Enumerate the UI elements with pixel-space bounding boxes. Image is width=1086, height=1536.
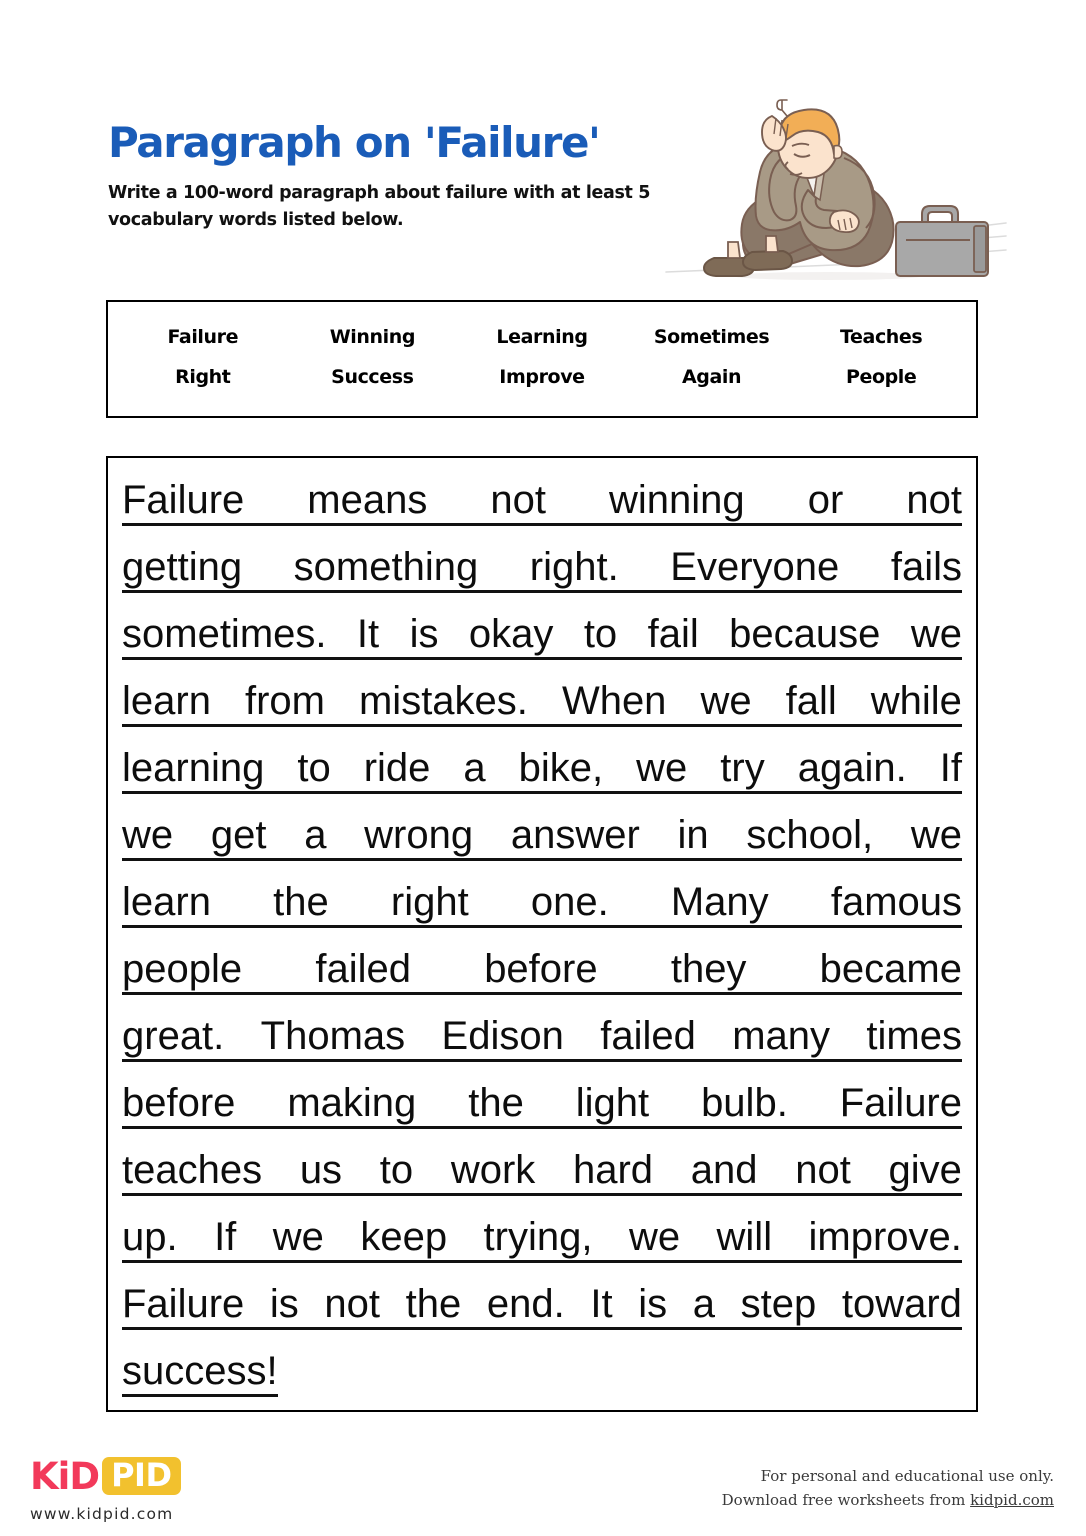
answer-word: keep xyxy=(360,1215,448,1259)
answer-word: Failure xyxy=(839,1081,962,1125)
footer-notice-prefix: Download free worksheets from xyxy=(721,1491,971,1510)
answer-line-inner xyxy=(122,614,962,660)
answer-word: It xyxy=(356,612,380,656)
answer-word: trying, xyxy=(483,1215,593,1259)
answer-word: we xyxy=(628,1215,681,1259)
footer-notice-line1: For personal and educational use only. xyxy=(760,1467,1054,1485)
answer-word: while xyxy=(870,679,962,723)
footer-notice-line2 xyxy=(722,1488,1054,1512)
answer-word: famous xyxy=(830,880,962,924)
answer-word: we xyxy=(122,813,174,857)
answer-line xyxy=(122,1150,962,1217)
answer-line xyxy=(122,815,962,882)
answer-word: we xyxy=(910,612,962,656)
answer-word: Everyone xyxy=(670,545,840,589)
answer-word: Thomas xyxy=(260,1014,406,1058)
answer-line-inner xyxy=(122,1284,962,1330)
answer-word: one. xyxy=(530,880,609,924)
answer-word: When xyxy=(561,679,667,723)
answer-line-inner xyxy=(122,1016,962,1062)
answer-word: learn xyxy=(122,880,211,924)
answer-line-inner xyxy=(122,882,962,928)
answer-word: not xyxy=(490,478,546,522)
logo-kid-text: KiD xyxy=(30,1454,100,1498)
footer-notice xyxy=(722,1464,1054,1513)
answer-word: we xyxy=(272,1215,324,1259)
answer-line xyxy=(122,1351,962,1412)
vocab-word: People xyxy=(845,366,917,388)
vocab-word: Teaches xyxy=(840,326,923,348)
answer-word: wrong xyxy=(364,813,474,857)
kidpid-link[interactable]: kidpid.com xyxy=(970,1491,1054,1510)
answer-word: making xyxy=(287,1081,417,1125)
answer-word: many xyxy=(732,1014,831,1058)
answer-word: school, xyxy=(746,813,874,857)
answer-word: is xyxy=(269,1282,299,1326)
answer-word: Many xyxy=(670,880,769,924)
vocabulary-row xyxy=(118,366,966,388)
answer-word: the xyxy=(273,880,329,924)
vocab-word: Right xyxy=(175,366,231,388)
vocab-word: Failure xyxy=(167,326,239,348)
answer-word: give xyxy=(888,1148,962,1192)
answer-word: in xyxy=(677,813,709,857)
vocab-word: Learning xyxy=(496,326,588,348)
answer-word: times xyxy=(866,1014,962,1058)
answer-word: a xyxy=(692,1282,715,1326)
answer-line xyxy=(122,1217,962,1284)
answer-word: is xyxy=(409,612,439,656)
answer-word: winning xyxy=(609,478,745,522)
briefcase-side xyxy=(974,226,986,272)
answer-word: the xyxy=(405,1282,462,1326)
answer-word: something xyxy=(293,545,479,589)
answer-word: not xyxy=(795,1148,851,1192)
answer-word: getting xyxy=(122,545,243,589)
vocabulary-row xyxy=(118,326,966,348)
answer-line-inner xyxy=(122,1217,962,1263)
logo-pid-text: PID xyxy=(102,1457,180,1495)
answer-word: answer xyxy=(510,813,640,857)
frustration-squiggle-icon xyxy=(777,100,787,116)
answer-word: to xyxy=(379,1148,414,1192)
answer-word: to xyxy=(297,746,331,790)
answer-word: a xyxy=(304,813,327,857)
page-title: Paragraph on 'Failure' xyxy=(108,118,600,167)
answer-word: they xyxy=(670,947,747,991)
answer-word: hard xyxy=(572,1148,654,1192)
answer-word: mistakes. xyxy=(358,679,528,723)
answer-word: to xyxy=(583,612,618,656)
answer-word: right. xyxy=(529,545,619,589)
answer-word: we xyxy=(636,746,688,790)
answer-word: great. xyxy=(122,1014,225,1058)
worksheet-header xyxy=(0,0,1086,300)
ankle-right xyxy=(766,236,778,252)
answer-word: and xyxy=(690,1148,758,1192)
answer-line-inner xyxy=(122,1150,962,1196)
answer-line xyxy=(122,681,962,748)
answer-word: get xyxy=(210,813,267,857)
answer-word: Failure xyxy=(122,478,245,522)
answer-word: before xyxy=(122,1081,236,1125)
answer-word: from xyxy=(244,679,325,723)
answer-word: before xyxy=(484,947,598,991)
answer-line-inner xyxy=(122,1083,962,1129)
answer-word: the xyxy=(468,1081,524,1125)
vocab-word: Success xyxy=(331,366,414,388)
answer-word: we xyxy=(910,813,962,857)
answer-word: again. xyxy=(797,746,907,790)
logo-url-text: www.kidpid.com xyxy=(30,1505,174,1523)
answer-line xyxy=(122,547,962,614)
answer-word: right xyxy=(390,880,469,924)
answer-line-inner xyxy=(122,748,962,794)
answer-line xyxy=(122,614,962,681)
answer-word: learning xyxy=(122,746,265,790)
answer-line xyxy=(122,949,962,1016)
answer-word: failed xyxy=(315,947,411,991)
answer-word: fall xyxy=(785,679,837,723)
answer-word: we xyxy=(700,679,752,723)
answer-line xyxy=(122,1083,962,1150)
answer-word: failed xyxy=(600,1014,696,1058)
vocab-word: Winning xyxy=(329,326,416,348)
answer-word: okay xyxy=(468,612,554,656)
answer-word: fails xyxy=(890,545,962,589)
answer-line xyxy=(122,1284,962,1351)
answer-word: means xyxy=(307,478,428,522)
answer-word: ride xyxy=(363,746,431,790)
briefcase-handle xyxy=(922,206,958,222)
answer-word: If xyxy=(939,746,962,790)
ankle-left xyxy=(728,242,740,258)
answer-word: Edison xyxy=(441,1014,564,1058)
answer-line xyxy=(122,882,962,949)
answer-word: teaches xyxy=(122,1148,263,1192)
answer-word: step xyxy=(740,1282,817,1326)
answer-word: will xyxy=(716,1215,773,1259)
answer-word: improve. xyxy=(808,1215,962,1259)
answer-line-inner xyxy=(122,547,962,593)
title-block xyxy=(108,118,728,234)
answer-word: If xyxy=(214,1215,237,1259)
answer-word: us xyxy=(299,1148,343,1192)
vocab-word: Improve xyxy=(499,366,585,388)
ear xyxy=(834,146,842,159)
answer-line xyxy=(122,480,962,547)
answer-word: learn xyxy=(122,679,211,723)
answer-word: try xyxy=(720,746,765,790)
vocabulary-box xyxy=(106,300,978,418)
answer-line-inner xyxy=(122,681,962,727)
kidpid-logo[interactable] xyxy=(30,1456,181,1523)
answer-word: or xyxy=(807,478,844,522)
answer-word: up. xyxy=(122,1215,178,1259)
answer-word: became xyxy=(819,947,962,991)
answer-writing-area[interactable] xyxy=(106,456,978,1412)
vocab-word: Sometimes xyxy=(653,326,770,348)
answer-line xyxy=(122,748,962,815)
answer-line-inner xyxy=(122,1351,278,1397)
answer-word: fail xyxy=(647,612,699,656)
answer-word: It xyxy=(590,1282,613,1326)
answer-word: sometimes. xyxy=(122,612,327,656)
answer-word: not xyxy=(324,1282,381,1326)
answer-word: not xyxy=(906,478,962,522)
answer-line-inner xyxy=(122,480,962,526)
answer-word: light xyxy=(575,1081,650,1125)
logo-mark xyxy=(30,1456,181,1496)
answer-word: because xyxy=(729,612,881,656)
answer-word: work xyxy=(450,1148,536,1192)
answer-word: is xyxy=(638,1282,668,1326)
sad-businessman-illustration xyxy=(648,80,1008,295)
answer-word: success! xyxy=(122,1349,278,1393)
answer-line-inner xyxy=(122,949,962,995)
worksheet-footer xyxy=(0,1440,1086,1536)
shoe-right xyxy=(743,251,792,270)
answer-word: bulb. xyxy=(701,1081,788,1125)
instructions-text: Write a 100-word paragraph about failure with at least 5 vocabulary words listed below. xyxy=(108,183,651,231)
answer-word: end. xyxy=(486,1282,565,1326)
answer-word: toward xyxy=(841,1282,962,1326)
answer-word: a xyxy=(463,746,486,790)
answer-word: people xyxy=(122,947,243,991)
answer-word: Failure xyxy=(122,1282,245,1326)
answer-word: bike, xyxy=(518,746,604,790)
vocab-word: Again xyxy=(681,366,742,388)
answer-line-inner xyxy=(122,815,962,861)
answer-line xyxy=(122,1016,962,1083)
